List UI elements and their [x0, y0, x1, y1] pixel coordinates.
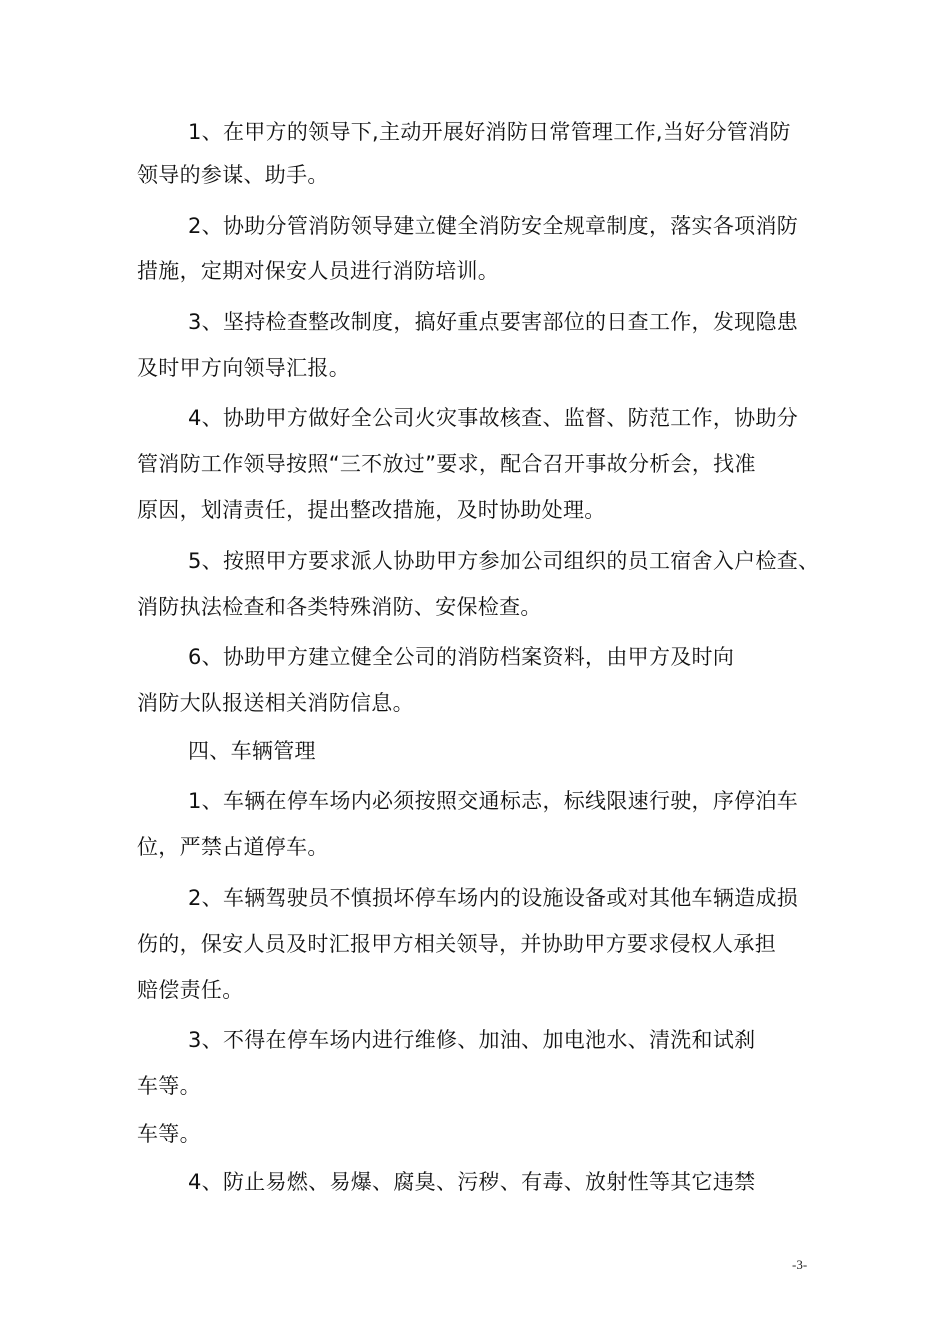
text-line: 3、坚持检查整改制度，搞好重点要害部位的日查工作，发现隐患	[188, 310, 799, 334]
text-line: 消防执法检查和各类特殊消防、安保检查。	[137, 595, 542, 619]
text-line: 2、协助分管消防领导建立健全消防安全规章制度，落实各项消防	[188, 214, 799, 238]
text-line: 管消防工作领导按照“三不放过”要求，配合召开事故分析会，找准	[137, 452, 756, 476]
text-line: 2、车辆驾驶员不慎损坏停车场内的设施设备或对其他车辆造成损	[188, 886, 799, 910]
text-line: 领导的参谋、助手。	[137, 163, 329, 187]
section-heading: 四、车辆管理	[188, 739, 316, 763]
text-line: 赔偿责任。	[137, 978, 244, 1002]
text-line: 6、协助甲方建立健全公司的消防档案资料，由甲方及时向	[188, 645, 735, 669]
text-line: 1、车辆在停车场内必须按照交通标志，标线限速行驶，序停泊车	[188, 789, 799, 813]
text-line: 消防大队报送相关消防信息。	[137, 691, 414, 715]
text-line: 及时甲方向领导汇报。	[137, 356, 350, 380]
text-line: 1、在甲方的领导下,主动开展好消防日常管理工作,当好分管消防	[188, 120, 791, 144]
text-line: 5、按照甲方要求派人协助甲方参加公司组织的员工宿舍入户检查、	[188, 549, 820, 573]
text-line: 4、防止易燃、易爆、腐臭、污秽、有毒、放射性等其它违禁	[188, 1170, 756, 1194]
text-line: 3、不得在停车场内进行维修、加油、加电池水、清洗和试刹	[188, 1028, 756, 1052]
text-line: 伤的，保安人员及时汇报甲方相关领导，并协助甲方要求侵权人承担	[137, 932, 776, 956]
text-line: 措施，定期对保安人员进行消防培训。	[137, 259, 500, 283]
text-line: 4、协助甲方做好全公司火灾事故核查、监督、防范工作，协助分	[188, 406, 799, 430]
text-line: 位，严禁占道停车。	[137, 835, 329, 859]
page-number: -3-	[792, 1257, 808, 1272]
text-line: 原因，划清责任，提出整改措施，及时协助处理。	[137, 498, 606, 522]
text-line: 车等。	[137, 1122, 201, 1146]
text-line: 车等。	[137, 1074, 201, 1098]
